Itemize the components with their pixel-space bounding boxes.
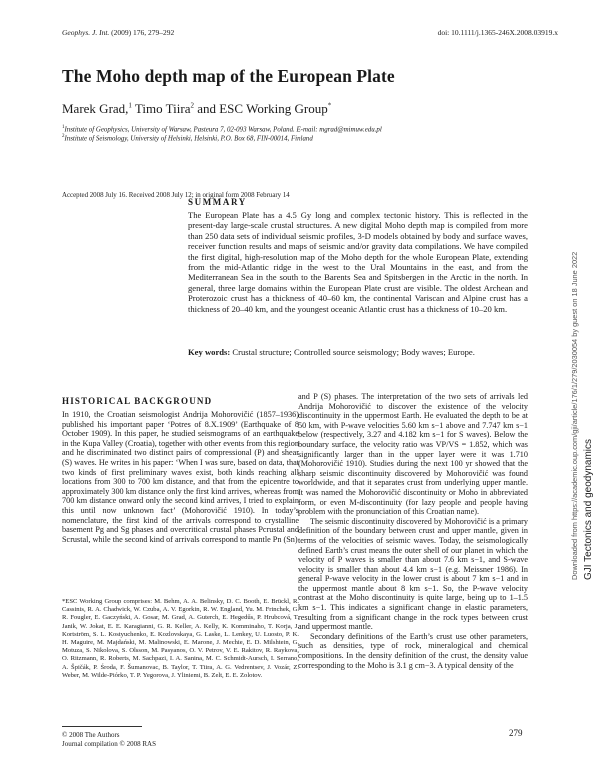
accepted-dates: Accepted 2008 July 16. Received 2008 July 12; in original form 2008 February 14 <box>62 192 290 199</box>
keywords-text: Crustal structure; Controlled source seismology; Body waves; Europe. <box>230 347 475 357</box>
author-3-sup: * <box>327 101 332 110</box>
affiliation-1-sup: 1 <box>62 125 65 130</box>
summary-heading: SUMMARY <box>188 197 247 207</box>
author-1-sup: 1 <box>128 101 132 110</box>
paragraph: In 1910, the Croatian seismologist Andrija Mohorovičić (1857–1936) published his important paper ‘Potres of 8.X.1909’ (Earthquake of 8 October 1909). In this paper, he studied seismograms of an earthquake in the Kupa Valley (Croatia), together with other events from this region and he discriminated two distinct pairs of compressional (P) and shear (S) waves. He writes in his paper: ‘When I was sure, based on data, that two kinds of first preliminary waves exist, both kinds reaching all locations from 300 to 700 km distance, and that from the epicentre to approximately 300 km distance only the first kind arrives, whereas from 700 km distance onward only the second kind arrives, I tried to explain this until now unknown fact’ (Mohorovičić 1910). In today’s nomenclature, the first kind of the arrivals correspond to crystalline basement Pg and Sg phases and overcritical crustal phases Pcrustal and Scrustal, while the second kind of arrivals correspond to mantle Pn (Sn) <box>62 410 299 544</box>
affiliation-2-sup: 2 <box>62 134 65 139</box>
copyright-journal: Journal compilation © 2008 RAS <box>62 740 156 748</box>
section-tab-title: GJI Tectonics and geodynamics <box>583 438 594 580</box>
download-notice[interactable]: Downloaded from https://academic.oup.com/gji/article/176/1/279/2030054 by guest on 18 June 2022 <box>570 251 579 580</box>
side-watermark <box>556 200 594 580</box>
copyright-authors: © 2008 The Authors <box>62 731 120 739</box>
author-2: Timo Tiira <box>131 101 191 116</box>
affiliation-2 <box>62 132 532 143</box>
page-number: 279 <box>509 728 523 738</box>
footer-rule <box>62 726 142 727</box>
running-header-citation <box>62 28 174 37</box>
affiliation-2-text: Institute of Seismology, University of Helsinki, Helsinki, P.O. Box 68, FIN-00014, Finland <box>64 135 313 143</box>
author-1: Marek Grad, <box>62 101 129 116</box>
doi[interactable]: doi: 10.1111/j.1365-246X.2008.03919.x <box>437 28 558 37</box>
author-2-sup: 2 <box>190 101 194 110</box>
paragraph: Secondary definitions of the Earth’s crust use other parameters, such as densities, type of rock, mineralogical and chemical compositions. In the density definition of the crust, the density value corresponding to the Moho is 3.1 g cm−3. A typical density of the <box>298 631 528 670</box>
keywords <box>188 347 475 357</box>
affiliation-1-text: Institute of Geophysics, University of Warsaw, Pasteura 7, 02-093 Warsaw, Poland. E-mail: mgrad@mimuw.edu.pl <box>64 126 382 134</box>
author-list <box>62 101 331 117</box>
volume-pages: (2009) 176, 279–292 <box>111 28 175 37</box>
body-column-right <box>298 392 528 670</box>
paragraph: The seismic discontinuity discovered by Mohorovičić is a primary definition of the boundary between crust and upper mantle, given in terms of the velocities of seismic waves. Today, the seismologically defined Earth’s crust means the outer shell of our planet in which the velocity of P waves is smaller than about 7.6 km s−1, and S-wave velocity is smaller than about 4.4 km s−1 (e.g. Meissner 1986). In general P-wave velocity in the lower crust is about 7 km s−1 and in the uppermost mantle about 8 km s−1. So, the P-wave velocity contrast at the Moho discontinuity is quite large, being up to 1–1.5 km s−1. This indicates a significant change in elastic parameters, resulting from a significant change in the rock types between crust and uppermost mantle. <box>298 516 528 632</box>
paper-title: The Moho depth map of the European Plate <box>62 66 395 86</box>
journal-name: Geophys. J. Int. <box>62 28 110 37</box>
paragraph: and P (S) phases. The interpretation of the two sets of arrivals led Andrija Mohorovičić to discover the existence of the velocity discontinuity in the uppermost Earth. He evaluated the depth to be at 50 km, with P-wave velocities 5.60 km s−1 above and 7.747 km s−1 below (respectively, 3.27 and 4.182 km s−1 for S waves). Below the boundary surface, the velocity ratio was VP/VS = 1.852, which was significantly larger than in the upper layer were it was 1.710 (Mohorovičić 1910). Studies during the next 100 yr showed that the sharp seismic discontinuity discovered by Mohorovičić was found worldwide, and that it separates crust from underlying upper mantle. It was named the Mohorovičić discontinuity or Moho in abbreviated form, or even M-discontinuity (for lazy people and people having problem with the pronunciation of this Croatian name). <box>298 392 528 517</box>
author-footnote: *ESC Working Group comprises: M. Behm, A. A. Belinsky, D. C. Booth, E. Brückl, R. Cassinis, R. A. Chadwick, W. Czuba, A. V. Egorkin, R. W. England, Yu. M. Frinchek, G. R. Fougler, E. Gaczyński, A. Gosar, M. Grad, A. Guterch, E. Hegedűs, P. Hrubcová, T. Janik, W. Jokat, E. E. Karagianni, G. R. Keller, A. Kelly, K. Komminaho, T. Korja, J. Kortström, S. L. Kostyuchenko, E. Kozlovskaya, G. Laske, L. Lenkey, U. Luosto, P. K. H. Maguire, M. Majdański, M. Malinowski, E. Marone, J. Mechie, E. D. Milshtein, G. Motuza, S. Nikolova, S. Olsson, M. Pasyanos, O. V. Petrov, V. E. Rakitov, R. Raykova, O. Ritzmann, R. Roberts, M. Sachpazi, I. A. Sanina, M. C. Schmidt-Aursch, I. Serrano, A. Špičák, P. Środa, F. Šumanovac, B. Taylor, T. Tiira, A. G. Vedrentsev, J. Vozár, Z. Weber, M. Wilde-Piórko, T. P. Yegorova, J. Yliniemi, B. Zelt, E. E. Zolotov. <box>62 598 299 679</box>
keywords-label: Key words: <box>188 347 231 357</box>
abstract: The European Plate has a 4.5 Gy long and complex tectonic history. This is reflected in the present-day large-scale crustal structures. A new digital Moho depth map is compiled from more than 250 data sets of individual seismic profiles, 3-D models obtained by body and surface waves, receiver function results and maps of seismic and/or gravity data compilations. We have compiled the first digital, high-resolution map of the Moho depth for the whole European Plate, extending from the mid-Atlantic ridge in the west to the Ural Mountains in the east, and from the Mediterranean Sea in the south to the Barents Sea and Spitsbergen in the Arctic in the north. In general, three large domains within the European Plate crust are visible. The oldest Archean and Proterozoic crust has a thickness of 40–60 km, the continental Variscan and Alpine crust has a thickness of 20–40 km, and the youngest oceanic Atlantic crust has a thickness of 10–20 km. <box>188 210 528 314</box>
copyright-block <box>62 731 156 749</box>
author-3: and ESC Working Group <box>193 101 328 116</box>
body-column-left <box>62 410 299 544</box>
section-heading: HISTORICAL BACKGROUND <box>62 396 213 406</box>
